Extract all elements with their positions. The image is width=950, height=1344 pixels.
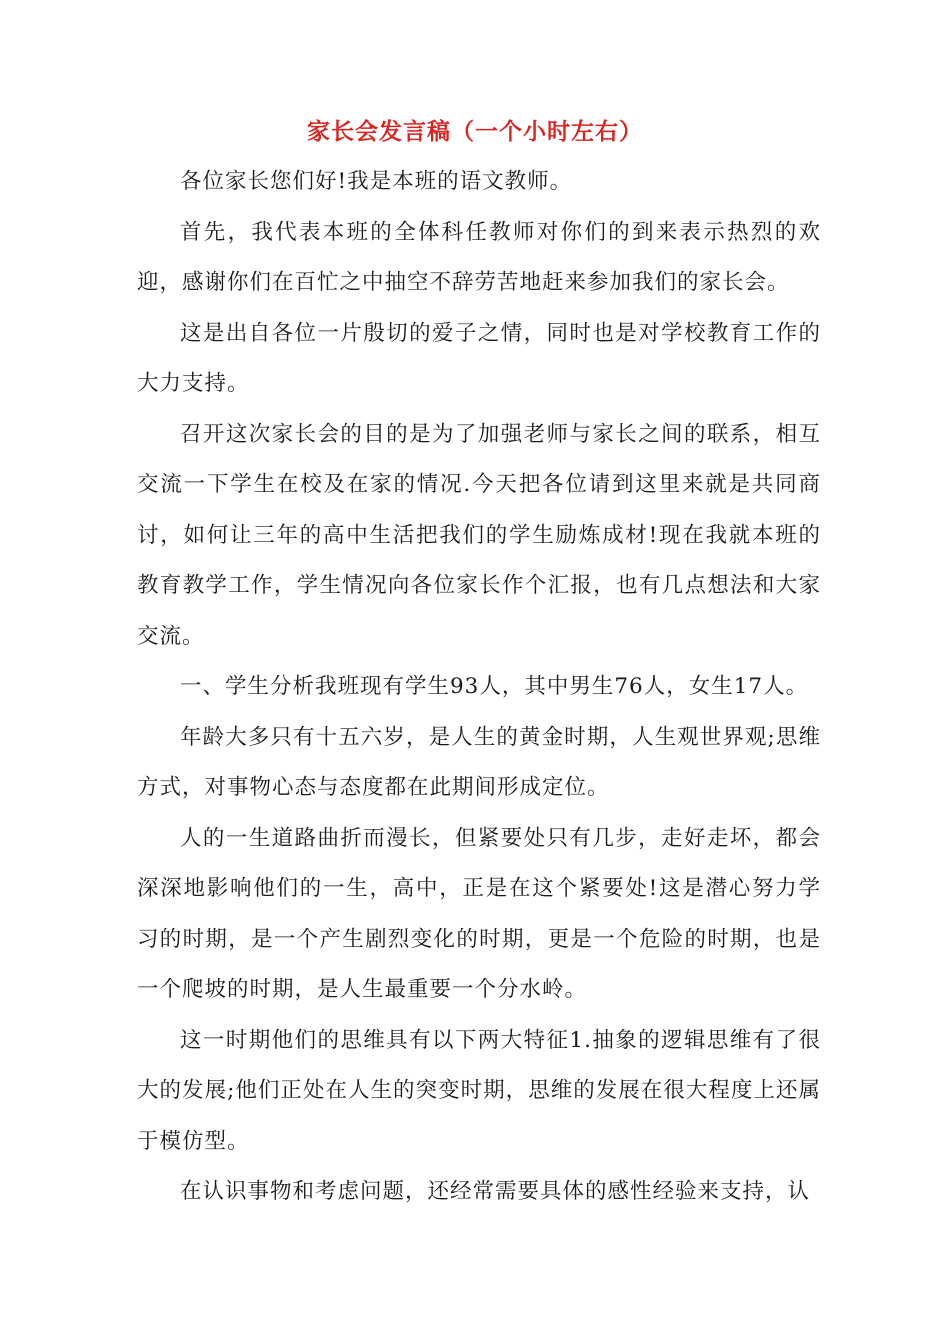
paragraph-cognition: 在认识事物和考虑问题，还经常需要具体的感性经验来支持，认 xyxy=(180,1179,811,1204)
paragraph-age: 年龄大多只有十五六岁，是人生的黄金时期，人生观世界观;思维方式，对事物心态与态度都在此期间形成定位。 xyxy=(137,724,821,800)
paragraph-life-path: 人的一生道路曲折而漫长，但紧要处只有几步，走好走坏，都会深深地影响他们的一生，高中，正是在这个紧要处!这是潜心努力学习的时期，是一个产生剧烈变化的时期，更是一个危险的时期，也是一个爬坡的时期，是人生最重要一个分水岭。 xyxy=(137,825,821,1002)
document-title: 家长会发言稿（一个小时左右） xyxy=(307,118,643,145)
paragraph-purpose: 召开这次家长会的目的是为了加强老师与家长之间的联系，相互交流一下学生在校及在家的情况.今天把各位请到这里来就是共同商讨，如何让三年的高中生活把我们的学生励炼成材!现在我就本班的教育教学工作，学生情况向各位家长作个汇报，也有几点想法和大家交流。 xyxy=(137,421,821,649)
paragraph-greeting: 各位家长您们好!我是本班的语文教师。 xyxy=(180,169,573,194)
paragraph-thinking-features: 这一时期他们的思维具有以下两大特征1.抽象的逻辑思维有了很大的发展;他们正处在人生的突变时期，思维的发展在很大程度上还属于模仿型。 xyxy=(137,1027,821,1154)
document-body xyxy=(137,157,821,1218)
paragraph-student-analysis: 一、学生分析我班现有学生93人，其中男生76人，女生17人。 xyxy=(180,674,809,699)
paragraph-welcome: 首先，我代表本班的全体科任教师对你们的到来表示热烈的欢迎，感谢你们在百忙之中抽空不辞劳苦地赶来参加我们的家长会。 xyxy=(137,219,821,295)
paragraph-support: 这是出自各位一片殷切的爱子之情，同时也是对学校教育工作的大力支持。 xyxy=(137,320,821,396)
